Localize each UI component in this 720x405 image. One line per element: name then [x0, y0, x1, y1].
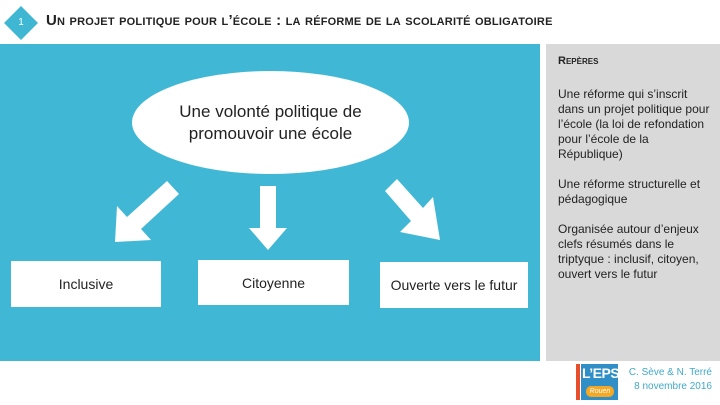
branch-label: Citoyenne [241, 274, 306, 291]
logo-subtitle: Rouen [586, 386, 614, 397]
arrow-center [249, 186, 287, 250]
branch-label: Inclusive [58, 276, 114, 292]
logo-body [581, 364, 618, 400]
branch-box-ouverte [380, 262, 528, 308]
arrow-left [115, 181, 179, 242]
credits [629, 366, 712, 394]
slide-title: Un projet politique pour l’école : la réforme de la scolarité obligatoire [46, 12, 553, 29]
reperes-paragraph: Une réforme qui s’inscrit dans un projet politique pour l’école (la loi de refondation pour l’école de la République) [558, 87, 710, 161]
arrow-right [385, 179, 440, 240]
reperes-paragraph: Une réforme structurelle et pédagogique [558, 177, 701, 206]
branch-box-citoyenne [198, 260, 349, 305]
reperes-heading: Repères [558, 55, 599, 67]
reperes-panel [546, 44, 720, 361]
logo-stripe [576, 364, 580, 400]
eps-logo [576, 364, 618, 400]
slide-number: 1 [18, 17, 24, 28]
branch-label: Ouverte vers le futur [390, 277, 518, 293]
branch-box-inclusive [11, 261, 161, 307]
credits-authors: C. Sève & N. Terré [628, 367, 712, 378]
credits-date: 8 novembre 2016 [634, 381, 712, 392]
center-ellipse-text: Une volonté politique de promouvoir une école [179, 101, 362, 143]
reperes-paragraph: Organisée autour d’enjeux clefs résumés dans le triptyque : inclusif, citoyen, ouvert vers le futur [558, 222, 699, 281]
logo-text: L’EPS [582, 365, 620, 381]
